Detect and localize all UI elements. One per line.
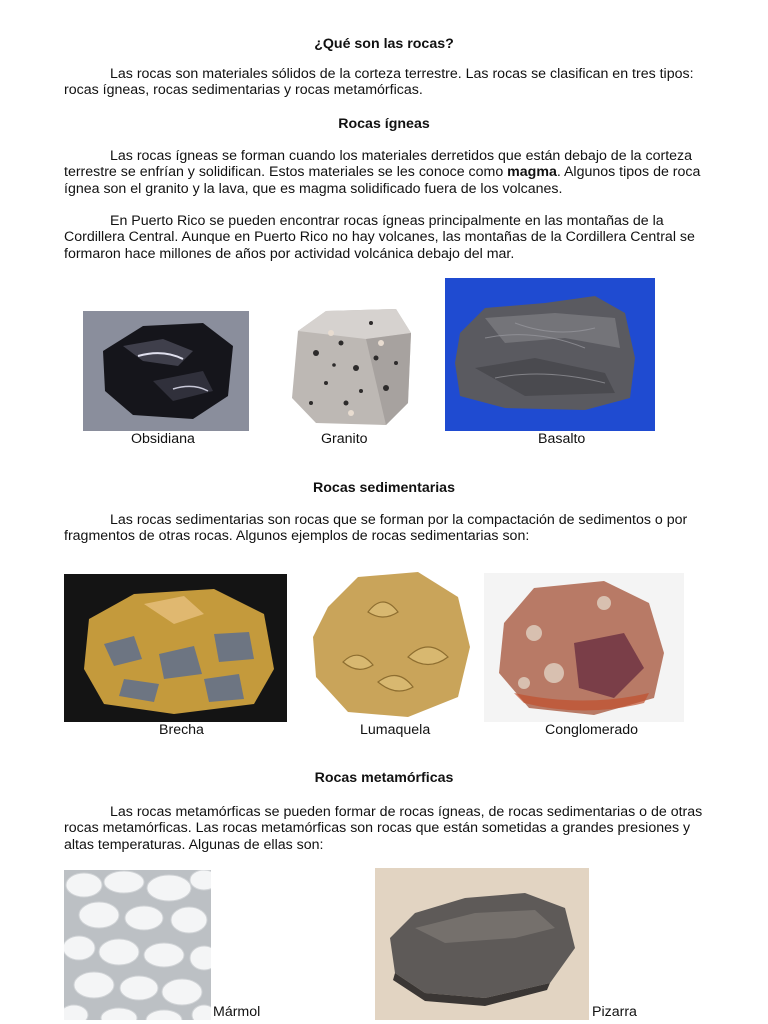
basalto-photo (445, 278, 655, 431)
caption-basalto: Basalto (538, 431, 586, 447)
igneas-paragraph-2: En Puerto Rico se pueden encontrar rocas ígneas principalmente en las montañas de la Cordillera Central. Aunque en Puerto Rico no hay volcanes, las montañas de la Cordillera Central se formaron hace millones de años por actividad volcánica debajo del mar. (64, 213, 695, 262)
caption-granito: Granito (321, 431, 368, 447)
heading-igneas: Rocas ígneas (338, 116, 430, 132)
metamorficas-paragraph: Las rocas metamórficas se pueden formar de rocas ígneas, de rocas sedimentarias o de otras rocas metamórficas. Las rocas metamórficas son rocas que están sometidas a grandes presiones y altas temperaturas. Algunas de ellas son: (64, 804, 703, 853)
intro-paragraph: Las rocas son materiales sólidos de la corteza terrestre. Las rocas se clasifican en tres tipos: rocas ígneas, rocas sedimentarias y rocas metamórficas. (64, 66, 694, 99)
igneas-paragraph-1: Las rocas ígneas se forman cuando los materiales derretidos que están debajo de la corteza terrestre se enfrían y solidifican. Estos materiales se les conoce como magma. Algunos tipos de roca ígnea son el granito y la lava, que es magma solidificado fuera de los volcanes. (64, 148, 701, 197)
caption-marmol: Mármol (213, 1004, 261, 1020)
brecha-photo (64, 574, 287, 722)
caption-lumaquela: Lumaquela (360, 722, 431, 738)
conglomerado-photo (484, 573, 684, 722)
caption-conglomerado: Conglomerado (545, 722, 639, 738)
heading-sedimentarias: Rocas sedimentarias (313, 480, 455, 496)
caption-brecha: Brecha (159, 722, 204, 738)
page-title: ¿Qué son las rocas? (314, 36, 454, 52)
granito-photo (286, 303, 416, 431)
heading-metamorficas: Rocas metamórficas (314, 770, 454, 786)
sedimentarias-paragraph: Las rocas sedimentarias son rocas que se forman por la compactación de sedimentos o por fragmentos de otras rocas. Algunos ejemplos de rocas sedimentarias son: (64, 512, 688, 545)
lumaquela-photo (308, 567, 476, 722)
caption-obsidiana: Obsidiana (131, 431, 195, 447)
marmol-photo (64, 870, 211, 1020)
pizarra-photo (375, 868, 589, 1020)
caption-pizarra: Pizarra (592, 1004, 637, 1020)
obsidiana-photo (83, 311, 249, 431)
